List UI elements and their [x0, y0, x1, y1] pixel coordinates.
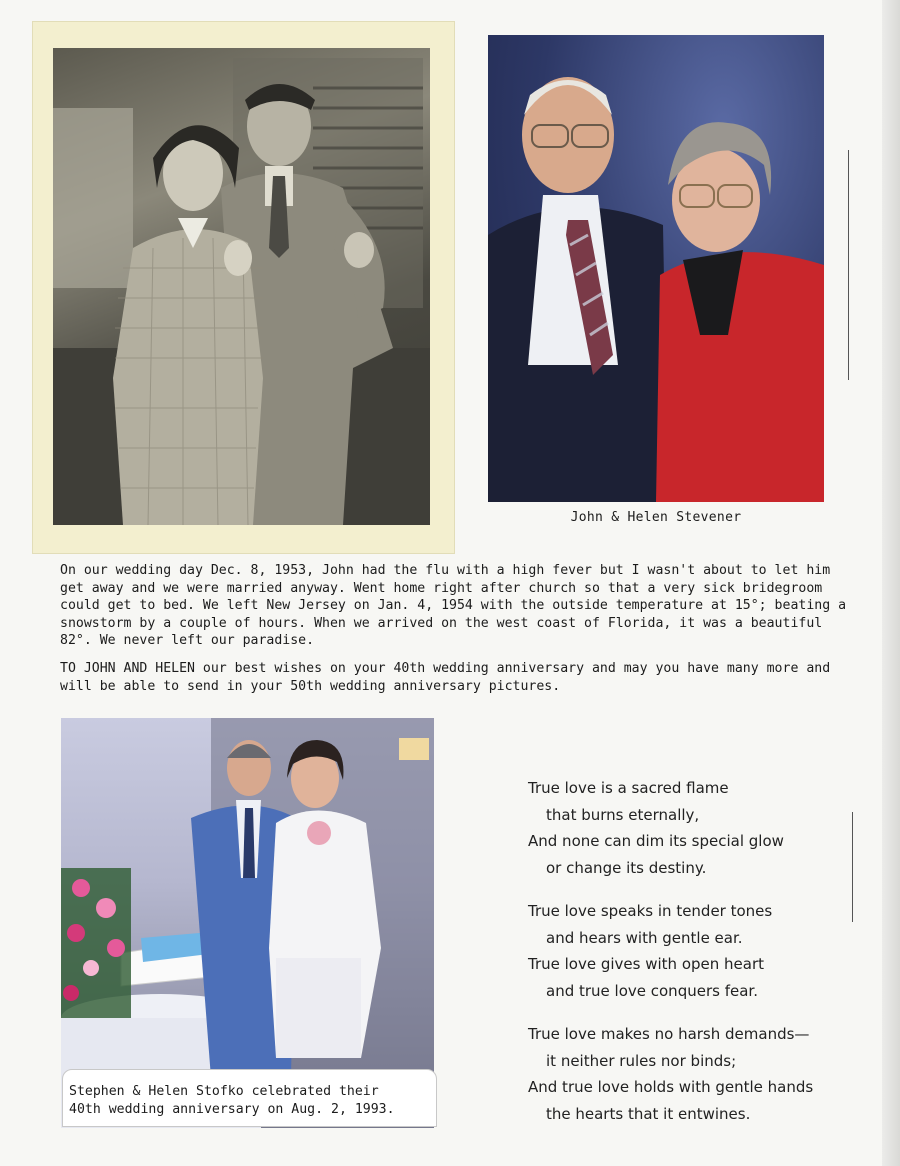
- wedding-couple-illustration: [53, 48, 430, 525]
- stevener-anniversary-photo: [488, 35, 824, 502]
- page-edge: [882, 0, 900, 1166]
- wedding-photo: [53, 48, 430, 525]
- poem-line: And true love holds with gentle hands: [528, 1078, 814, 1096]
- scan-mark: [848, 150, 849, 380]
- poem-line: or change its destiny.: [546, 858, 707, 877]
- scan-mark: [852, 812, 853, 922]
- poem-line: And none can dim its special glow: [528, 832, 784, 850]
- poem-line: that burns eternally,: [546, 805, 700, 824]
- poem-stanza-1: [528, 776, 848, 882]
- poem-stanza-3: [528, 1022, 848, 1128]
- poem-line: it neither rules nor binds;: [546, 1051, 737, 1070]
- flower-bouquet: [61, 868, 131, 1018]
- poem-line: and true love conquers fear.: [546, 981, 758, 1000]
- wedding-story-paragraph: On our wedding day Dec. 8, 1953, John had the flu with a high fever but I wasn't about to let him get away and we were married anyway. Went home right after church so that a very sick bridegroom could get to bed. We left New Jersey on Jan. 4, 1954 with the outside temperature at 15°; beating a snowstorm by a couple of hours. When we arrived on the west coast of Florida, it was a beautiful 82°. We never left our paradise.: [60, 563, 847, 648]
- poem-line: True love is a sacred flame: [528, 779, 729, 797]
- stofko-couple-illustration: [61, 718, 434, 1128]
- stofko-caption: [62, 1069, 437, 1127]
- poem-line: the hearts that it entwines.: [546, 1104, 751, 1123]
- stofko-caption-line-1: Stephen & Helen Stofko celebrated their: [69, 1084, 379, 1099]
- poem-stanza-2: [528, 899, 848, 1005]
- wedding-photo-frame: [33, 22, 454, 553]
- anniversary-wishes-paragraph: TO JOHN AND HELEN our best wishes on your 40th wedding anniversary and may you have many more and will be able to send in your 50th wedding anniversary pictures.: [60, 661, 831, 694]
- stofko-caption-line-2: 40th wedding anniversary on Aug. 2, 1993.: [69, 1102, 395, 1117]
- poem-line: True love makes no harsh demands—: [528, 1025, 810, 1043]
- poem-line: True love speaks in tender tones: [528, 902, 773, 920]
- poem-line: and hears with gentle ear.: [546, 928, 743, 947]
- true-love-poem: [528, 776, 848, 1145]
- stevener-caption: John & Helen Stevener: [570, 510, 742, 525]
- stevener-couple-illustration: [488, 35, 824, 502]
- poem-line: True love gives with open heart: [528, 955, 764, 973]
- stofko-anniversary-photo: [61, 718, 434, 1128]
